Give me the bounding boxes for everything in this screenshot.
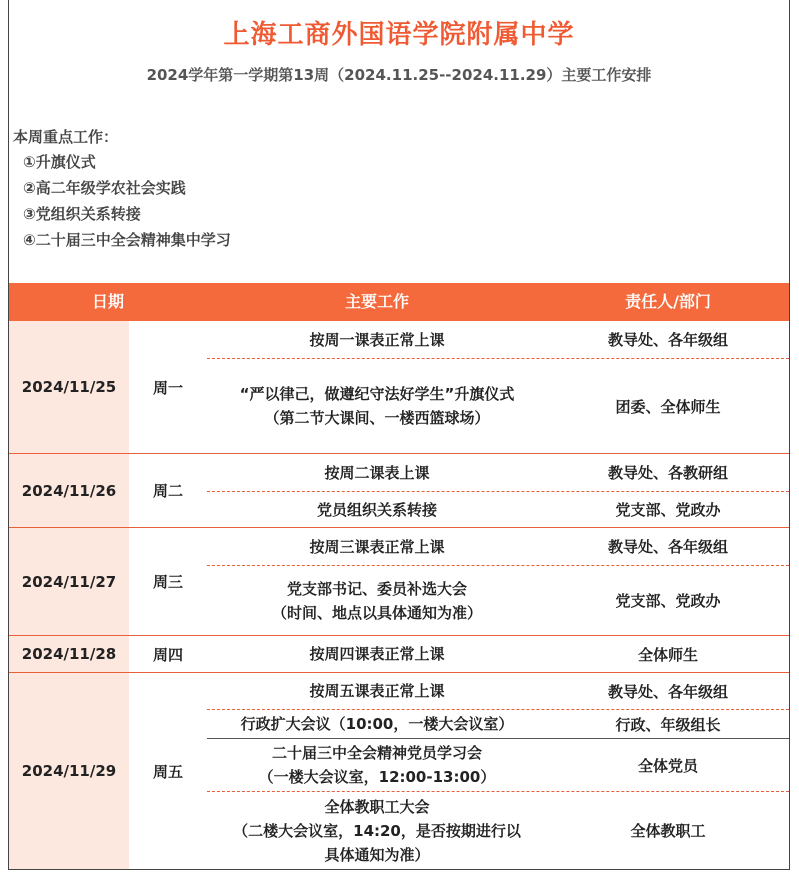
date-cell: 2024/11/29 bbox=[9, 673, 129, 869]
work-text: “严以律己，做遵纪守法好学生”升旗仪式 （第二节大课间、一楼西篮球场） bbox=[239, 385, 515, 427]
weekday-cell: 周三 bbox=[152, 573, 183, 591]
header-work: 主要工作 bbox=[344, 292, 409, 311]
work-item bbox=[207, 673, 789, 709]
work-text: 按周五课表正常上课 bbox=[309, 682, 445, 700]
resp-text: 全体教职工 bbox=[630, 822, 706, 840]
header-date: 日期 bbox=[91, 292, 124, 311]
resp-text: 团委、全体师生 bbox=[615, 397, 721, 416]
work-item bbox=[207, 358, 789, 453]
work-text: 按周三课表正常上课 bbox=[309, 537, 445, 556]
work-text: 党支部书记、委员补选大会 （时间、地点以具体通知为准） bbox=[271, 579, 482, 622]
work-item bbox=[207, 636, 789, 672]
table-row-day bbox=[9, 321, 789, 454]
work-text: 按周四课表正常上课 bbox=[309, 645, 445, 663]
work-item bbox=[207, 791, 789, 869]
resp-text: 全体师生 bbox=[637, 645, 698, 664]
resp-text: 教导处、各年级组 bbox=[607, 538, 728, 556]
work-item bbox=[207, 491, 789, 527]
weekday-cell: 周五 bbox=[152, 762, 183, 781]
date-cell: 2024/11/26 bbox=[9, 454, 129, 527]
work-item bbox=[207, 565, 789, 635]
resp-text: 党支部、党政办 bbox=[615, 501, 721, 519]
work-item bbox=[207, 454, 789, 491]
focus-item: ②高二年级学农社会实践 bbox=[23, 179, 186, 197]
table-row-day bbox=[9, 528, 789, 636]
date-cell: 2024/11/25 bbox=[9, 321, 129, 453]
resp-text: 全体党员 bbox=[637, 756, 698, 775]
work-text: 按周一课表正常上课 bbox=[309, 330, 445, 349]
date-cell: 2024/11/27 bbox=[9, 528, 129, 635]
focus-list bbox=[23, 151, 231, 255]
header-resp: 责任人/部门 bbox=[625, 292, 711, 311]
work-text: 按周二课表上课 bbox=[324, 463, 430, 482]
resp-text: 教导处、各教研组 bbox=[607, 464, 728, 482]
resp-text: 教导处、各年级组 bbox=[607, 331, 728, 349]
focus-item: ①升旗仪式 bbox=[23, 153, 96, 171]
weekday-cell: 周一 bbox=[152, 378, 183, 397]
work-item bbox=[207, 709, 789, 738]
date-cell: 2024/11/28 bbox=[9, 636, 129, 672]
focus-item: ③党组织关系转接 bbox=[23, 205, 141, 223]
resp-text: 行政、年级组长 bbox=[615, 715, 721, 734]
work-item bbox=[207, 321, 789, 358]
work-text: 行政扩大会议（10:00，一楼大会议室） bbox=[240, 715, 514, 733]
resp-text: 教导处、各年级组 bbox=[607, 682, 728, 701]
weekday-cell: 周二 bbox=[152, 482, 183, 500]
table-row-day bbox=[9, 673, 789, 869]
table-header bbox=[9, 283, 789, 321]
school-title: 上海工商外国语学院附属中学 bbox=[223, 20, 575, 50]
schedule-subtitle: 2024学年第一学期第13周（2024.11.25--2024.11.29）主要工作安排 bbox=[146, 66, 652, 84]
focus-item: ④二十届三中全会精神集中学习 bbox=[23, 231, 231, 249]
work-text: 全体教职工大会 （二楼大会议室，14:20，是否按期进行以 具体通知为准） bbox=[233, 797, 521, 864]
table-row-day bbox=[9, 454, 789, 528]
table-row-day bbox=[9, 636, 789, 673]
work-text: 党员组织关系转接 bbox=[316, 500, 437, 519]
schedule-document bbox=[8, 0, 790, 870]
resp-text: 党支部、党政办 bbox=[615, 592, 721, 610]
work-item bbox=[207, 738, 789, 791]
work-text: 二十届三中全会精神党员学习会 （一楼大会议室，12:00-13:00） bbox=[258, 744, 496, 786]
work-item bbox=[207, 528, 789, 565]
weekday-cell: 周四 bbox=[152, 645, 183, 664]
focus-heading: 本周重点工作： bbox=[13, 128, 119, 146]
